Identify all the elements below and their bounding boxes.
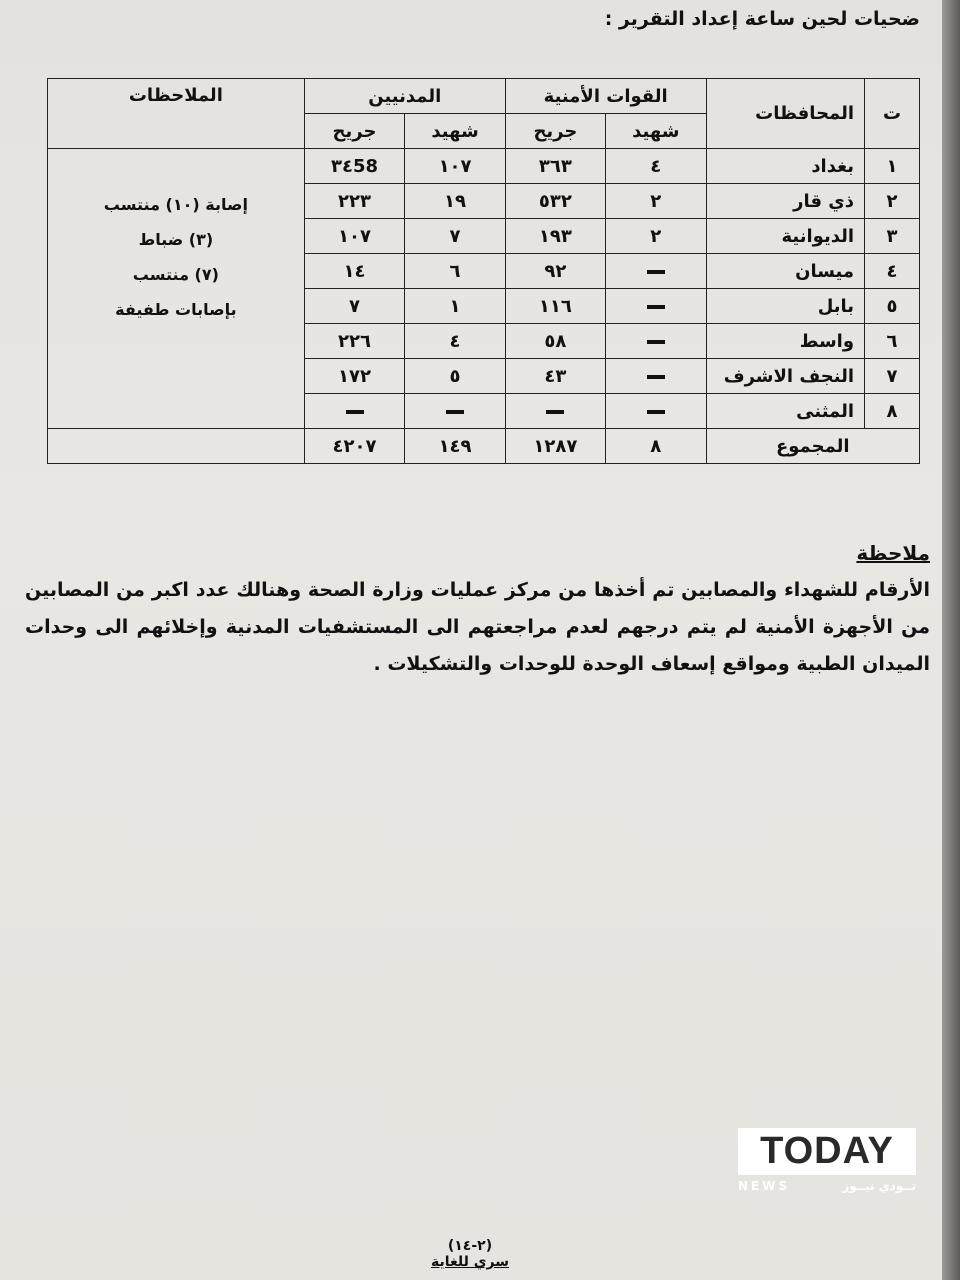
governorate-name: واسط (706, 324, 865, 359)
note-line: (٣) ضباط (138, 230, 214, 249)
governorate-name: الديوانية (706, 219, 865, 254)
sf-killed-cell: ٢ (605, 219, 706, 254)
note-line: (٧) منتسب (132, 265, 219, 284)
civ-killed-cell: ١ (405, 289, 506, 324)
row-number: ٣ (865, 219, 920, 254)
governorate-name: بغداد (706, 149, 865, 184)
classification-label: سري للغاية (430, 1254, 510, 1270)
row-number: ٤ (865, 254, 920, 289)
civ-killed-cell: ٦ (405, 254, 506, 289)
notes-cell (48, 149, 305, 429)
civ-killed-cell (405, 394, 506, 429)
sf-wounded-cell: ١٩٣ (505, 219, 605, 254)
civ-wounded-cell: ٢٢٦ (304, 324, 405, 359)
subheader-sf-wounded: جريح (505, 114, 605, 149)
logo-sub-en: NEWS (738, 1179, 791, 1193)
sf-wounded-cell: ٥٨ (505, 324, 605, 359)
sf-wounded-cell: ١١٦ (505, 289, 605, 324)
governorate-name: ميسان (706, 254, 865, 289)
col-header-security-forces: القوات الأمنية (505, 79, 706, 114)
sf-wounded-cell: ٩٢ (505, 254, 605, 289)
note-line: بإصابات طفيفة (115, 300, 237, 319)
civ-wounded-cell: ١٠٧ (304, 219, 405, 254)
governorate-name: بابل (706, 289, 865, 324)
civ-wounded-cell: ٢٢٣ (304, 184, 405, 219)
dash-mark (647, 340, 665, 344)
sf-wounded-cell: ٣٦٣ (505, 149, 605, 184)
section-heading: ضحيات لحين ساعة إعداد التقرير : (604, 8, 920, 30)
civ-killed-cell: ٤ (405, 324, 506, 359)
sf-killed-cell (605, 289, 706, 324)
governorate-name: ذي قار (706, 184, 865, 219)
civ-killed-cell: ١٠٧ (405, 149, 506, 184)
table-row (48, 149, 920, 184)
civ-wounded-cell (304, 394, 405, 429)
page-number: (٢-١٤) (447, 1238, 493, 1254)
dash-mark (647, 305, 665, 309)
col-header-notes: الملاحظات (48, 79, 305, 149)
logo-brand: TODAY (738, 1128, 916, 1175)
dash-mark (647, 375, 665, 379)
subheader-civ-wounded: جريح (304, 114, 405, 149)
dash-mark (446, 410, 464, 414)
note-title: ملاحظة (856, 541, 930, 565)
today-news-logo (738, 1128, 916, 1198)
total-civ-killed: ١٤٩ (405, 429, 506, 464)
col-header-t: ت (865, 79, 920, 149)
casualties-table (47, 78, 920, 464)
subheader-sf-killed: شهيد (605, 114, 706, 149)
governorate-name: المثنى (706, 394, 865, 429)
row-number: ٨ (865, 394, 920, 429)
page-footer (420, 1238, 520, 1270)
sf-wounded-cell: ٥٣٢ (505, 184, 605, 219)
page-shadow (942, 0, 960, 1280)
note-line: إصابة (١٠) منتسب (103, 195, 248, 214)
total-sf-wounded: ١٢٨٧ (505, 429, 605, 464)
total-sf-killed: ٨ (605, 429, 706, 464)
sf-killed-cell (605, 359, 706, 394)
note-section (25, 535, 930, 683)
sf-killed-cell: ٢ (605, 184, 706, 219)
sf-wounded-cell (505, 394, 605, 429)
col-header-governorate: المحافظات (706, 79, 865, 149)
row-number: ٢ (865, 184, 920, 219)
sf-killed-cell: ٤ (605, 149, 706, 184)
dash-mark (647, 410, 665, 414)
governorate-name: النجف الاشرف (706, 359, 865, 394)
civ-wounded-cell: ٣٤58 (304, 149, 405, 184)
sf-killed-cell (605, 394, 706, 429)
civ-wounded-cell: ٧ (304, 289, 405, 324)
total-notes-empty (48, 429, 305, 464)
row-number: ٥ (865, 289, 920, 324)
civ-killed-cell: ٥ (405, 359, 506, 394)
sf-wounded-cell: ٤٣ (505, 359, 605, 394)
civ-wounded-cell: ١٧٢ (304, 359, 405, 394)
col-header-civilians: المدنيين (304, 79, 505, 114)
bleed-through-text (300, 700, 820, 714)
subheader-civ-killed: شهيد (405, 114, 506, 149)
total-row (48, 429, 920, 464)
note-body: الأرقام للشهداء والمصابين تم أخذها من مركز عمليات وزارة الصحة وهنالك عدد اكبر من المصابين من الأجهزة الأمنية لم يتم درجهم لعدم مراجعتهم الى المستشفيات المدنية وإخلائهم الى وحدات الميدان الطبية ومواقع إسعاف الوحدة للوحدات والتشكيلات . (25, 579, 930, 675)
total-label: المجموع (706, 429, 919, 464)
civ-killed-cell: ٧ (405, 219, 506, 254)
civ-wounded-cell: ١٤ (304, 254, 405, 289)
dash-mark (546, 410, 564, 414)
row-number: ٦ (865, 324, 920, 359)
logo-sub-ar: تــودي نيــوز (842, 1179, 916, 1193)
civ-killed-cell: ١٩ (405, 184, 506, 219)
total-civ-wounded: ٤٢٠٧ (304, 429, 405, 464)
dash-mark (346, 410, 364, 414)
dash-mark (647, 270, 665, 274)
row-number: ١ (865, 149, 920, 184)
row-number: ٧ (865, 359, 920, 394)
sf-killed-cell (605, 254, 706, 289)
sf-killed-cell (605, 324, 706, 359)
